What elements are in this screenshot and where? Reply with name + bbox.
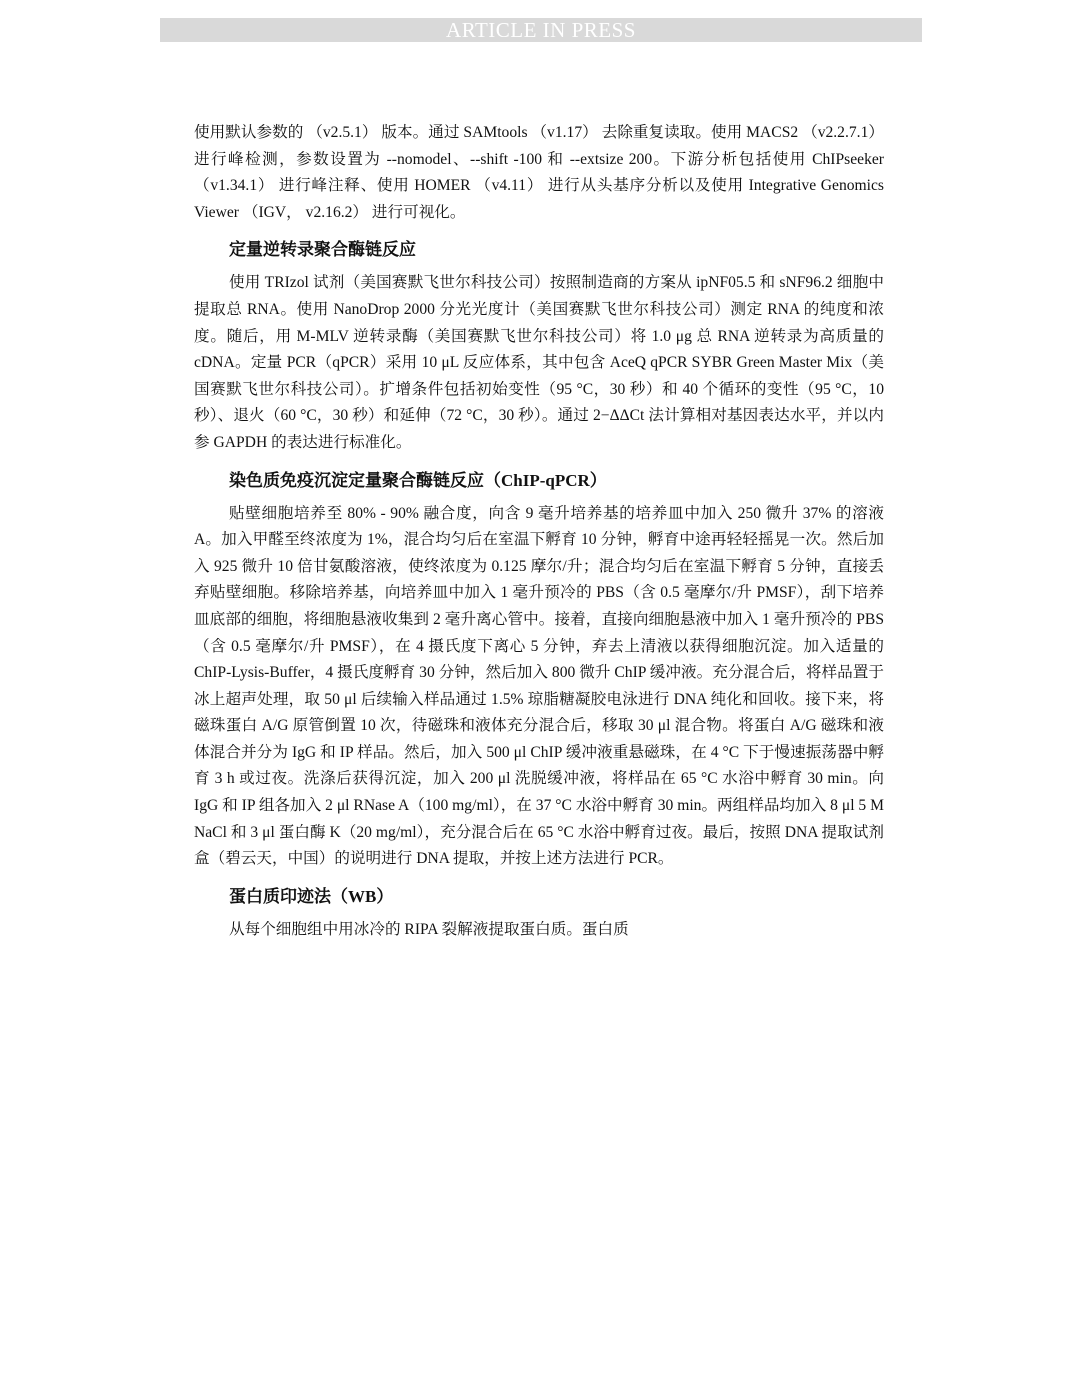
article-in-press-banner: ARTICLE IN PRESS — [160, 18, 922, 42]
paragraph-chipseq-analysis: 使用默认参数的 （v2.5.1） 版本。通过 SAMtools （v1.17） 去除重复读取。使用 MACS2 （v2.2.7.1） 进行峰检测，参数设置为 --nomodel、--shift -100 和 --extsize 200。下游分析包括使用 ChIPseeker （v1.34.1） 进行峰注释、使用 HOMER （v4.11） 进行从头基序分析以及使用 Integrative Genomics Viewer （IGV， v2.16.2） 进行可视化。 — [194, 124, 884, 221]
heading-qrt-pcr: 定量逆转录聚合酶链反应 — [229, 240, 416, 260]
paragraph-western-blot: 从每个细胞组中用冰冷的 RIPA 裂解液提取蛋白质。蛋白质 — [229, 920, 629, 938]
paragraph-chip-qpcr: 贴壁细胞培养至 80% - 90% 融合度，向含 9 毫升培养基的培养皿中加入 250 微升 37% 的溶液 A。加入甲醛至终浓度为 1%，混合均匀后在室温下孵育 10 分钟，孵育中途再轻轻摇晃一次。然后加入 925 微升 10 倍甘氨酸溶液，使终浓度为 0.125 摩尔/升；混合均匀后在室温下孵育 5 分钟，直接丢弃贴壁细胞。移除培养基，向培养皿中加入 1 毫升预冷的 PBS（含 0.5 毫摩尔/升 PMSF），刮下培养皿底部的细胞，将细胞悬液收集到 2 毫升离心管中。接着，直接向细胞悬液中加入 1 毫升预冷的 PBS（含 0.5 毫摩尔/升 PMSF），在 4 摄氏度下离心 5 分钟，弃去上清液以获得细胞沉淀。加入适量的 ChIP-Lysis-Buffer，4 摄氏度孵育 30 分钟，然后加入 800 微升 ChIP 缓冲液。充分混合后，将样品置于冰上超声处理，取 50 μl 后续输入样品通过 1.5% 琼脂糖凝胶电泳进行 DNA 纯化和回收。接下来，将磁珠蛋白 A/G 原管倒置 10 次，待磁珠和液体充分混合后，移取 30 μl 混合物。将蛋白 A/G 磁珠和液体混合并分为 IgG 和 IP 样品。然后，加入 500 μl ChIP 缓冲液重悬磁珠，在 4 °C 下于慢速振荡器中孵育 3 h 或过夜。洗涤后获得沉淀，加入 200 μl 洗脱缓冲液，将样品在 65 °C 水浴中孵育 30 min。向 IgG 和 IP 组各加入 2 μl RNase A（100 mg/ml），在 37 °C 水浴中孵育 30 min。两组样品均加入 8 μl 5 M NaCl 和 3 μl 蛋白酶 K（20 mg/ml），充分混合后在 65 °C 水浴中孵育过夜。最后，按照 DNA 提取试剂盒（碧云天，中国）的说明进行 DNA 提取，并按上述方法进行 PCR。 — [194, 504, 884, 868]
paragraph-qrt-pcr: 使用 TRIzol 试剂（美国赛默飞世尔科技公司）按照制造商的方案从 ipNF05.5 和 sNF96.2 细胞中提取总 RNA。使用 NanoDrop 2000 分光光度计（美国赛默飞世尔科技公司）测定 RNA 的纯度和浓度。随后，用 M-MLV 逆转录酶（美国赛默飞世尔科技公司）将 1.0 μg 总 RNA 逆转录为高质量的 cDNA。定量 PCR（qPCR）采用 10 μL 反应体系，其中包含 AceQ qPCR SYBR Green Master Mix（美国赛默飞世尔科技公司）。扩增条件包括初始变性（95 °C，30 秒）和 40 个循环的变性（95 °C，10 秒）、退火（60 °C，30 秒）和延伸（72 °C，30 秒）。通过 2−ΔΔCt 法计算相对基因表达水平，并以内参 GAPDH 的表达进行标准化。 — [194, 274, 884, 451]
heading-western-blot: 蛋白质印迹法（WB） — [229, 886, 394, 906]
heading-chip-qpcr: 染色质免疫沉淀定量聚合酶链反应（ChIP-qPCR） — [229, 470, 607, 490]
article-body — [194, 120, 884, 943]
